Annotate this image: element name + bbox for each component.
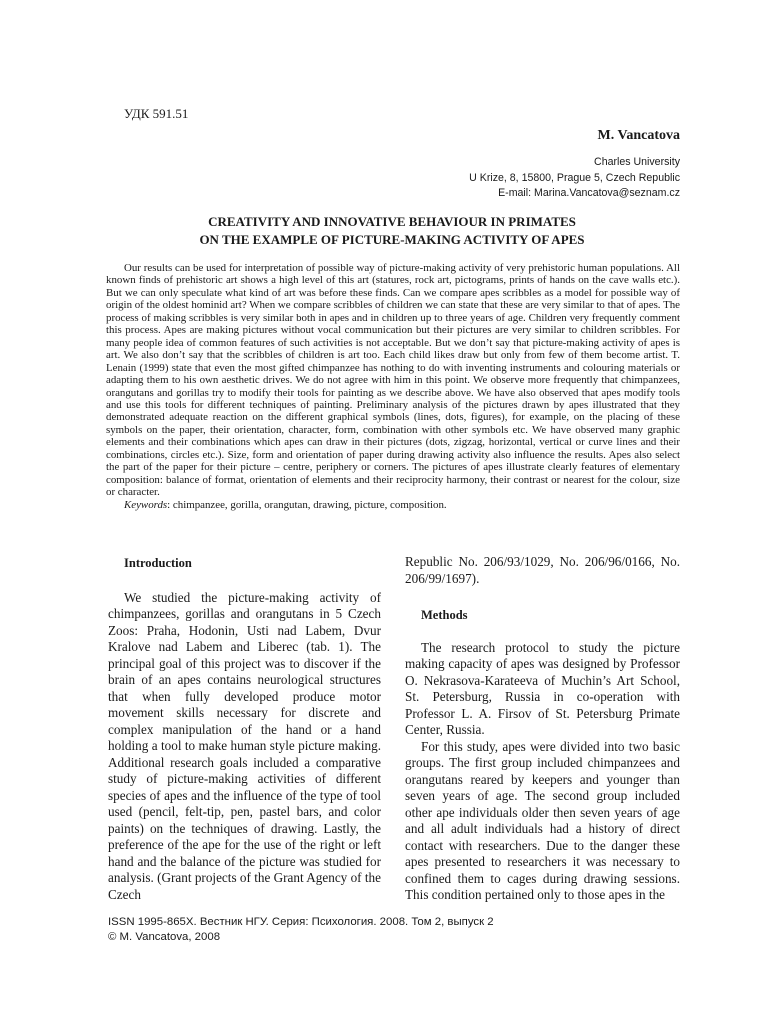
- author-affiliation: [469, 155, 680, 202]
- paper-title-line-2: ON THE EXAMPLE OF PICTURE-MAKING ACTIVITY OF APES: [199, 232, 585, 247]
- left-column: [108, 554, 381, 903]
- abstract-text: Our results can be used for interpretation of possible way of picture-making activity of very prehistoric human populations. All known finds of prehistoric art shows a high level of this art (statures, rock art, pictograms, prints of hands on the cave walls etc.). But we can only speculate what kind of art was before these finds. Can we compare apes scribbles as a model for possible way of origin of the oldest hominid art? When we compare scribbles of children we can state that these are very similar to that of apes. The process of making scribbles is very similar both in apes and in children up to three years of age. Children very frequently comment this process. Apes are making pictures without vocal communication but their pictures are very similar to children scribbles. For many people idea of common features of such activities is not acceptable. But we don’t say that picture-making activity of apes is art. We also don’t say that the scribbles of children is art too. Each child likes draw but only from few of them become artist. T. Lenain (1999) state that even the most gifted chimpanzee has nothing to do with inventing instruments and colouring materials or adapting them to his own aesthetic drives. We do not agree with him in this point. We observe more frequently that chimpanzees, orangutans and gorillas try to modify their tools for painting as we describe above. We have also observed that apes modify tools and use this tools for different techniques of painting. Preliminary analysis of the pictures drawn by apes illustrated that they demonstrated adequate reaction on the different graphical symbols (lines, dots, figures), for example, on the placing of these symbols on the paper, their orientation, character, form, combination with other symbols etc. We have observed many graphic elements and their combinations which apes can draw in their pictures (dots, zigzag, horizontal, vertical or curve lines and their combinations, circles etc.). Size, form and orientation of paper during drawing activity also influence the results. Apes also select the part of the paper for their picture – centre, periphery or corners. The pictures of apes illustrate clearly features of elementary composition: balance of format, orientation of elements and their reciprocity harmony, their contrast or nearest for the colour, size or character.: [106, 262, 680, 499]
- introduction-text: We studied the picture-making activity of chimpanzees, gorillas and orangutans in 5 Czech Zoos: Praha, Hodonin, Usti nad Labem, Dvur Kralove nad Labem and Liberec (tab. 1). The principal goal of this project was to discover if the brain of an apes contains neurological structures that when fully developed produce motor movement skills necessary for discrete and complex manipulation of the hand or a hand holding a tool to make human style picture making. Additional research goals included a comparative study of picture-making activities of different species of apes and the influence of the type of tool used (pencil, felt-tip, pen, pastel bars, and color paints) on the techniques of drawing. Lastly, the preference of the ape for the use of the right or left hand and the balance of the picture was studied for analysis. (Grant projects of the Grant Agency of the Czech: [108, 589, 381, 902]
- abstract: [106, 262, 680, 511]
- introduction-heading: Introduction: [124, 556, 192, 570]
- footer-copyright: © M. Vancatova, 2008: [108, 931, 221, 943]
- affiliation-institution: Charles University: [594, 156, 680, 168]
- keywords-list: : chimpanzee, gorilla, orangutan, drawing, picture, composition.: [167, 498, 447, 511]
- methods-paragraph-2: For this study, apes were divided into two basic groups. The first group included chimpanzees and orangutans reared by keepers and younger than seven years of age. The second group included other ape individuals older then seven years of age and all adult individuals had a history of direct contact with researchers. Due to the danger these apes presented to researchers it was necessary to confined them to cages during drawing sessions. This condition pertained only to those apes in the: [405, 738, 680, 902]
- paper-title-line-1: CREATIVITY AND INNOVATIVE BEHAVIOUR IN PRIMATES: [208, 214, 576, 229]
- author-name: M. Vancatova: [597, 128, 680, 143]
- methods-heading: Methods: [421, 608, 468, 622]
- methods-paragraph-1: The research protocol to study the picture making capacity of apes was designed by Professor O. Nekrasova-Karateeva of Muchin’s Art School, St. Petersburg, Russia in co-operation with Professor L. A. Firsov of St. Petersburg Primate Center, Russia.: [405, 639, 680, 737]
- abstract-keywords: [106, 499, 680, 511]
- footer-journal-info: ISSN 1995-865X. Вестник НГУ. Серия: Психология. 2008. Том 2, выпуск 2: [108, 916, 494, 928]
- introduction-continuation: Republic No. 206/93/1029, No. 206/96/0166, No. 206/99/1697).: [405, 554, 680, 586]
- keywords-label: Keywords: [124, 498, 168, 511]
- right-column: [405, 554, 680, 904]
- udk-code: УДК 591.51: [124, 106, 189, 121]
- paper-title: [100, 213, 684, 249]
- affiliation-address: U Krize, 8, 15800, Prague 5, Czech Republic: [469, 171, 680, 184]
- page-footer: [108, 915, 494, 945]
- affiliation-email: E-mail: Marina.Vancatova@seznam.cz: [498, 187, 680, 199]
